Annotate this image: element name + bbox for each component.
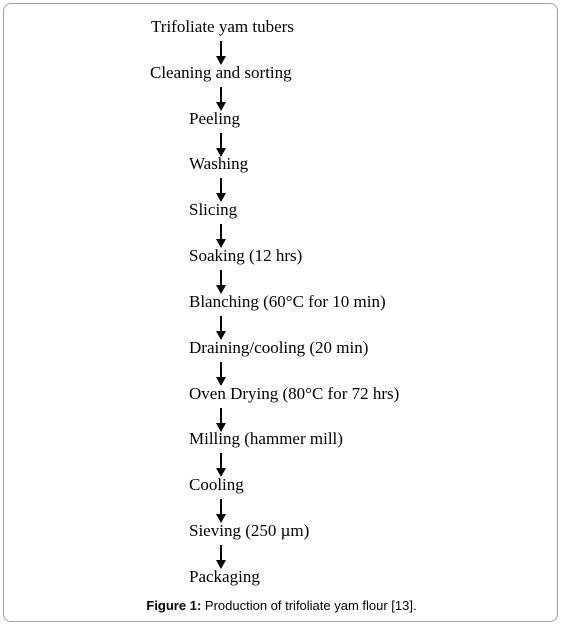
step-3: Peeling: [189, 109, 240, 128]
step-6: Soaking (12 hrs): [189, 246, 303, 265]
arrow-down-icon: [215, 270, 227, 294]
step-4: Washing: [189, 154, 249, 173]
arrow-down-icon: [215, 178, 227, 202]
step-8: Draining/cooling (20 min): [189, 338, 369, 357]
step-10: Milling (hammer mill): [189, 429, 343, 448]
figure-frame: [3, 3, 558, 622]
step-9: Oven Drying (80°C for 72 hrs): [189, 384, 400, 403]
figure-caption: [0, 598, 563, 613]
caption-text: Production of trifoliate yam flour [13].: [201, 598, 417, 613]
step-12: Sieving (250 µm): [189, 521, 310, 540]
step-7: Blanching (60°C for 10 min): [189, 292, 386, 311]
step-13: Packaging: [189, 567, 260, 586]
arrow-down-icon: [215, 362, 227, 386]
arrow-down-icon: [215, 41, 227, 65]
step-5: Slicing: [189, 200, 238, 219]
arrow-down-icon: [215, 453, 227, 477]
arrow-down-icon: [215, 545, 227, 569]
caption-label: Figure 1:: [146, 598, 202, 613]
step-11: Cooling: [189, 475, 244, 494]
arrow-down-icon: [215, 499, 227, 523]
arrow-down-icon: [215, 87, 227, 111]
arrow-down-icon: [215, 224, 227, 248]
step-2: Cleaning and sorting: [150, 63, 292, 82]
step-1: Trifoliate yam tubers: [151, 17, 294, 36]
arrow-down-icon: [215, 316, 227, 340]
